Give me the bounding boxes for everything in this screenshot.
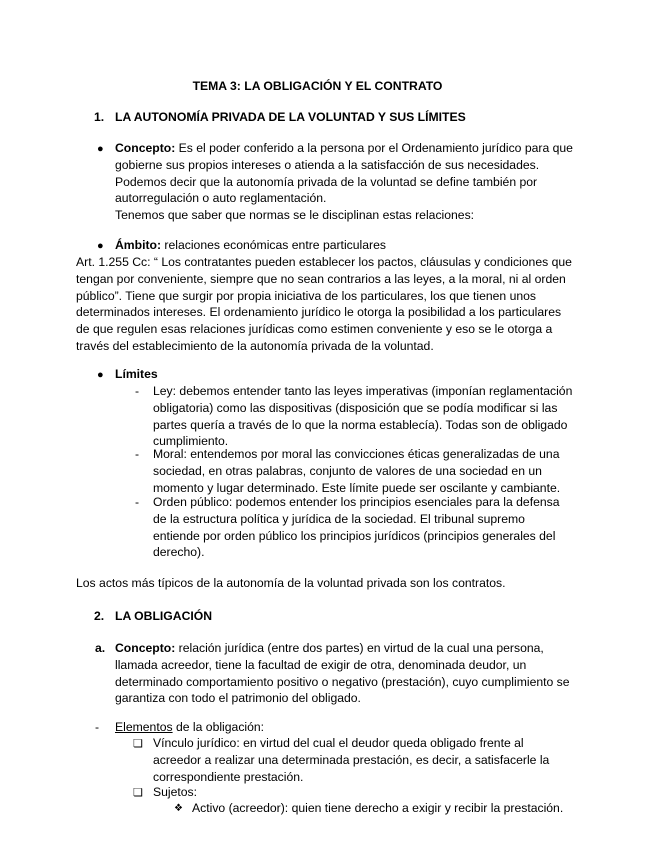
- limite-line: sociedad, en otras palabras, conjunto de valores de una sociedad en un: [153, 463, 542, 478]
- elementos-label: Elementos: [115, 720, 173, 734]
- obligacion-concepto-line: llamada acreedor, tiene la facultad de exigir de otra, denominada deudor, un: [115, 657, 527, 672]
- limite-line: Orden público: podemos entender los principios esenciales para la defensa: [153, 495, 560, 509]
- section-2-title: LA OBLIGACIÓN: [115, 609, 213, 623]
- vinculo-line: Vínculo jurídico: en virtud del cual el deudor queda obligado frente al: [153, 736, 524, 750]
- page-title: TEMA 3: LA OBLIGACIÓN Y EL CONTRATO: [192, 79, 443, 93]
- concepto-line: gobierne sus propios intereses o atienda a la satisfacción de sus necesidades.: [115, 157, 540, 172]
- bullet-icon: ●: [97, 240, 104, 252]
- limite-line: entiende por orden público los principios jurídicos (principios generales del: [153, 528, 556, 543]
- limite-line: Ley: debemos entender tanto las leyes imperativas (imponían reglamentación: [153, 384, 573, 398]
- elementos-marker: -: [95, 720, 100, 734]
- dash-icon: -: [135, 384, 140, 398]
- list-marker-a: a.: [95, 641, 106, 655]
- articulo-line: de que regulen esas relaciones jurídicas como estimen conveniente y eso se le otorga a: [76, 322, 553, 337]
- limites-label: Límites: [115, 367, 158, 381]
- concepto-line: Podemos decir que la autonomía privada de la voluntad se define también por: [115, 174, 538, 189]
- section-2-heading: [94, 608, 212, 625]
- limite-line: obligatoria) como las dispositivas (disposición que se podía modificar si las: [153, 400, 558, 415]
- limite-ley: [153, 383, 572, 450]
- obligacion-concepto-block: [115, 640, 570, 707]
- bullet-icon: ●: [97, 143, 104, 155]
- concepto-block: [115, 140, 573, 224]
- activo-line: Activo (acreedor): quien tiene derecho a exigir y recibir la prestación.: [192, 801, 564, 815]
- concepto-line: Es el poder conferido a la persona por el Ordenamiento jurídico para que: [175, 141, 573, 155]
- limite-line: Moral: entendemos por moral las convicciones éticas generalizadas de una: [153, 447, 560, 461]
- section-1-title: LA AUTONOMÍA PRIVADA DE LA VOLUNTAD Y SUS LÍMITES: [115, 110, 466, 124]
- obligacion-concepto-label: Concepto:: [115, 641, 176, 655]
- ambito-text: relaciones económicas entre particulares: [161, 238, 386, 252]
- diamond-bullet-icon: ❖: [174, 803, 183, 814]
- obligacion-concepto-line: relación jurídica (entre dos partes) en virtud de la cual una persona,: [175, 641, 544, 655]
- section-2-number: 2.: [94, 609, 105, 623]
- sujetos-label: Sujetos:: [153, 785, 198, 799]
- ambito-line: [115, 237, 386, 254]
- section-1-number: 1.: [94, 110, 105, 124]
- vinculo-block: [153, 735, 549, 785]
- checkbox-icon: ❏: [133, 787, 143, 799]
- concepto-line: Tenemos que saber que normas se le disciplinan estas relaciones:: [115, 208, 475, 223]
- dash-icon: -: [135, 447, 140, 461]
- articulo-line: través del establecimiento de la autonomía privada de la voluntad.: [76, 338, 434, 353]
- articulo-block: [76, 254, 572, 355]
- articulo-line: determinados intereses. El ordenamiento jurídico le otorga la posibilidad a los particulares: [76, 305, 562, 320]
- limite-orden-publico: [153, 494, 560, 561]
- obligacion-concepto-line: garantiza con todo el patrimonio del obligado.: [115, 691, 361, 706]
- limite-line: partes quería a través de lo que la norma establecía). Todas son de obligado: [153, 417, 568, 432]
- articulo-line: Art. 1.255 Cc: “ Los contratantes pueden establecer los pactos, cláusulas y condiciones que: [76, 255, 572, 269]
- bullet-icon: ●: [97, 369, 104, 381]
- checkbox-icon: ❏: [133, 738, 143, 750]
- elementos-rest: de la obligación:: [172, 720, 265, 734]
- limite-line: de la estructura política y jurídica de la sociedad. El tribunal supremo: [153, 511, 525, 526]
- elementos-line: [115, 719, 264, 736]
- ambito-label: Ámbito:: [115, 238, 162, 252]
- articulo-line: público”. Tiene que surgir por propia iniciativa de los particulares, los que tienen unos: [76, 288, 537, 303]
- vinculo-line: correspondiente prestación.: [153, 769, 304, 784]
- vinculo-line: acreedor a realizar una determinada prestación, es decir, a satisfacerle la: [153, 752, 550, 767]
- section-1-heading: [94, 109, 466, 126]
- articulo-line: tengan por conveniente, siempre que no sean contrarios a las leyes, a la moral, ni al orden: [76, 271, 566, 286]
- concepto-label: Concepto:: [115, 141, 176, 155]
- closing-paragraph: Los actos más típicos de la autonomía de la voluntad privada son los contratos.: [76, 576, 506, 590]
- limite-moral: [153, 446, 560, 496]
- obligacion-concepto-line: determinado comportamiento positivo o negativo (prestación), cuyo cumplimiento se: [115, 674, 570, 689]
- limite-line: cumplimiento.: [153, 434, 229, 449]
- limite-line: derecho).: [153, 545, 205, 560]
- limite-line: momento y lugar determinado. Este límite puede ser oscilante y cambiante.: [153, 480, 561, 495]
- dash-icon: -: [135, 495, 140, 509]
- concepto-line: autorregulación o auto reglamentación.: [115, 191, 327, 206]
